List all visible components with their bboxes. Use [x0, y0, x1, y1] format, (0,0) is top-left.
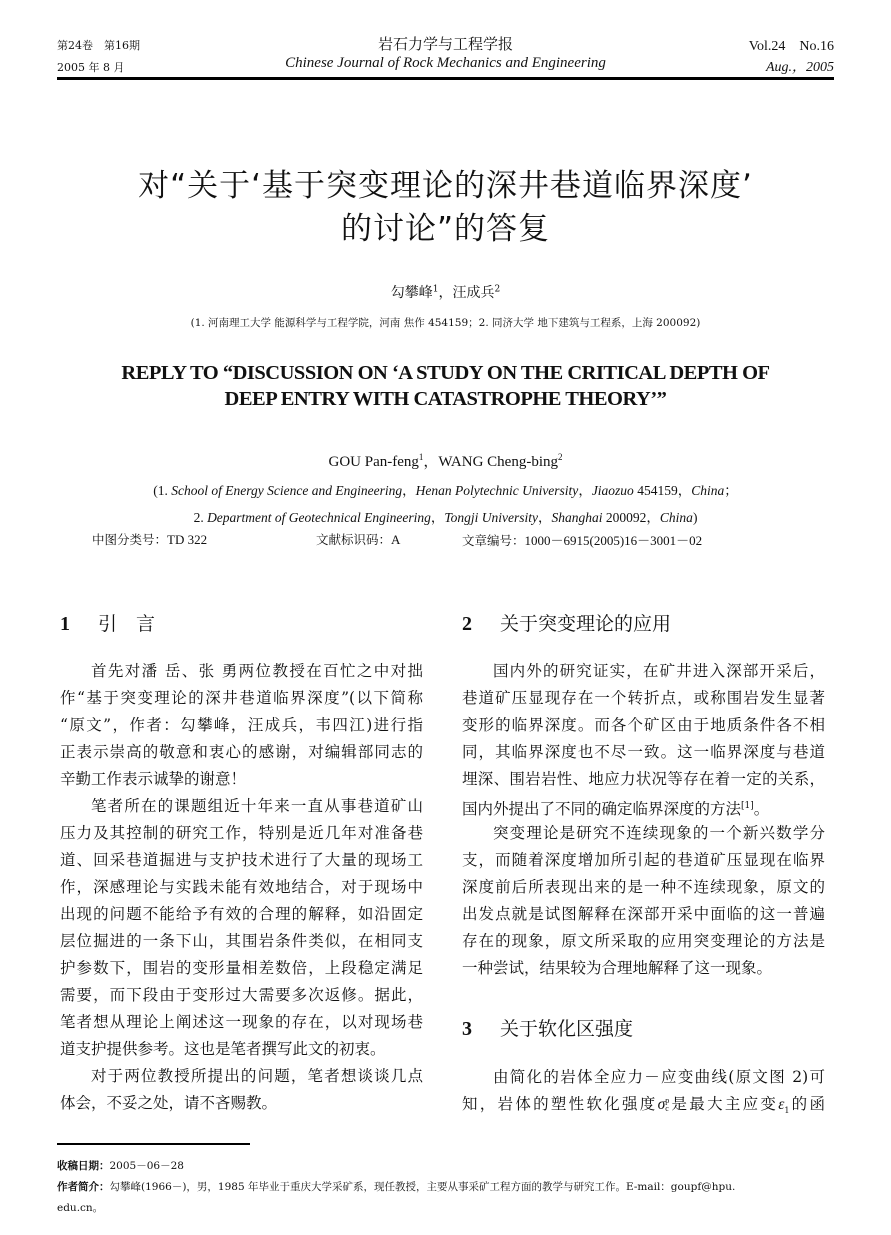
author-2-affil: 2: [494, 284, 501, 295]
header-rule: [57, 77, 834, 80]
author-sep: ，: [438, 285, 453, 301]
sigma-symbol: σ: [657, 1096, 666, 1113]
article-number: [462, 530, 702, 549]
paragraph-line: [60, 766, 423, 793]
paragraph-line: [60, 874, 423, 901]
affil-postcode: 454159: [637, 483, 678, 498]
text: 是最大主应变: [669, 1095, 779, 1113]
art-value: 1000－6915(2005)16－3001－02: [524, 533, 703, 548]
paragraph-line: 由简化的岩体全应力－应变曲线(原文图 2)可: [493, 1068, 825, 1086]
line-text: 同，其临界深度也不尽一致。这一临界深度与巷道: [462, 743, 825, 761]
author-2-en-affil: 2: [558, 452, 563, 462]
title-en-line-1: REPLY TO “DISCUSSION ON ‘A STUDY ON THE CRITICAL DEPTH OF: [121, 362, 770, 384]
paragraph-line: [60, 1063, 423, 1090]
doc-label: 文献标识码：: [316, 532, 392, 547]
section-1-heading: [60, 609, 155, 636]
line-text: 道、回采巷道掘进与支护技术进行了大量的现场工: [60, 851, 423, 869]
authors-cn: [0, 282, 891, 302]
volume-issue: 第24卷 第16期: [57, 39, 140, 52]
affil-school: School of Energy Science and Engineering: [171, 483, 403, 498]
left-column-body: [60, 658, 423, 1117]
author-1-affil: 1: [432, 284, 439, 295]
line-text: 笔者所在的课题组近十年来一直从事巷道矿山: [91, 797, 423, 815]
title-cn-line-1: 对“关于‘基于突变理论的深井巷道临界深度’: [138, 168, 753, 204]
paragraph-line: [60, 1009, 423, 1036]
line-text: 压力及其控制的研究工作，特别是近几年对准备巷: [60, 824, 423, 842]
line-text: 体会，不妥之处，请不吝赐教。: [60, 1094, 278, 1112]
affil-city: Shanghai: [551, 510, 603, 525]
line-text: 突变理论是研究不连续现象的一个新兴数学分: [493, 824, 825, 842]
line-text: 一种尝试，结果较为合理地解释了这一现象。: [462, 959, 773, 977]
author-1: 勾攀峰: [390, 285, 433, 301]
epsilon-sub: 1: [784, 1106, 790, 1116]
line-text: 出现的问题不能给予有效的合理的解释，如沿固定: [60, 905, 423, 923]
paragraph-line: [462, 685, 825, 712]
paragraph-line: [60, 658, 423, 685]
paragraph-line: [60, 712, 423, 739]
clc-value: TD 322: [167, 532, 208, 547]
paragraph-line: [462, 739, 825, 766]
section-3-heading: [462, 1014, 633, 1041]
title-en-line-2: DEEP ENTRY WITH CATASTROPHE THEORY’”: [224, 388, 667, 410]
doc-value: A: [391, 532, 401, 547]
line-text: 存在的现象，原文所采取的应用突变理论的方法是: [462, 932, 825, 950]
paragraph-line: [60, 1036, 423, 1063]
affil-university: Tongji University: [444, 510, 539, 525]
line-text: 埋深、围岩岩性、地应力状况等存在着一定的关系，: [462, 770, 825, 788]
paragraph-line: [462, 766, 825, 793]
author-2-en: WANG Cheng-bing: [438, 454, 558, 470]
paragraph-line: [60, 955, 423, 982]
paragraph-line: [462, 874, 825, 901]
issue-date-en: Aug.，2005: [765, 60, 834, 75]
affil-prefix: 2.: [193, 510, 208, 525]
line-text: 层位掘进的一条下山，其围岩条件类似，在相同支: [60, 932, 423, 950]
sigma-sup: p: [665, 1096, 670, 1105]
epsilon-symbol: ε: [778, 1096, 785, 1113]
line-text: 护参数下，围岩的变形量相差数倍，上段稳定满足: [60, 959, 423, 977]
section-number: 3: [462, 1018, 472, 1040]
authors-en: [0, 450, 891, 471]
sigma-sub: c: [665, 1104, 669, 1113]
affiliation-en-2: 2. Department of Geotechnical Engineering，Tongji University，Shanghai 200092，China): [193, 510, 698, 525]
clc-number: [92, 530, 207, 548]
paragraph-line: [462, 955, 825, 982]
paragraph-line-formula: [462, 1091, 825, 1118]
received-date: [57, 1158, 834, 1173]
affil-postcode: 200092: [605, 510, 647, 525]
author-1-en: GOU Pan-feng: [328, 454, 419, 470]
line-text: 辛勤工作表示诚挚的谢意！: [60, 770, 247, 788]
volume-issue-en: Vol.24 No.16: [748, 39, 834, 54]
journal-name-en: Chinese Journal of Rock Mechanics and Engineering: [285, 55, 606, 71]
line-text: 巷道矿压显现存在一个转折点，或称围岩发生显著: [462, 689, 825, 707]
line-text: “原文”，作者：勾攀峰，汪成兵，韦四江)进行指: [60, 716, 423, 734]
paragraph-line: [60, 820, 423, 847]
paragraph-line: [462, 847, 825, 874]
paragraph-line: [462, 820, 825, 847]
paragraph-line: [462, 793, 825, 820]
received-label: 收稿日期：: [57, 1160, 110, 1172]
section-number: 2: [462, 613, 472, 635]
paragraph-line: [60, 901, 423, 928]
paragraph-line: [462, 901, 825, 928]
line-text: 。: [753, 800, 770, 819]
line-text: 笔者想从理论上阐述这一现象的存在，以对现场巷: [60, 1013, 423, 1031]
right-column-body: [462, 658, 825, 982]
line-text: 国内外提出了不同的确定临界深度的方法: [462, 800, 742, 819]
line-text: 出发点就是试图解释在深部开采中面临的这一普遍: [462, 905, 825, 923]
line-text: 需要，而下段由于变形过大需要多次返修。据此，: [60, 986, 423, 1004]
paragraph-line: [60, 847, 423, 874]
paragraph-line: [60, 982, 423, 1009]
author-sep-en: ，: [423, 454, 439, 470]
line-text: 首先对潘 岳、张 勇两位教授在百忙之中对拙: [91, 662, 423, 680]
paragraph-line: [462, 928, 825, 955]
author-1-en-affil: 1: [418, 452, 424, 462]
clc-label: 中图分类号：: [92, 532, 168, 547]
author-bio-cont: edu.cn。: [57, 1202, 104, 1214]
affil-university: Henan Polytechnic University: [415, 483, 579, 498]
bio-text: 勾攀峰(1966－)，男，1985 年毕业于重庆大学采矿系，现任教授，主要从事采矿工程方面的教学与研究工作。E-mail：goupf@hpu.: [109, 1181, 736, 1193]
affil-dept: Department of Geotechnical Engineering: [207, 510, 431, 525]
section-title: 引 言: [98, 613, 156, 635]
line-text: 深度前后所表现出来的是一种不连续现象，原文的: [462, 878, 825, 896]
line-text: 对于两位教授所提出的问题，笔者想谈谈几点: [91, 1067, 423, 1085]
section-number: 1: [60, 613, 70, 635]
document-code: [316, 530, 400, 548]
line-text: 国内外的研究证实，在矿井进入深部开采后，: [493, 662, 825, 680]
paragraph-line: [60, 793, 423, 820]
affiliation-en-1: (1. School of Energy Science and Engineering，Henan Polytechnic University，Jiaozuo 454159，China；: [153, 483, 738, 498]
paragraph-line: [462, 712, 825, 739]
art-label: 文章编号：: [462, 533, 525, 548]
line-text: 支，而随着深度增加所引起的巷道矿压显现在临界: [462, 851, 825, 869]
affil-country: China: [691, 483, 725, 498]
text: 知，岩体的塑性软化强度: [462, 1095, 658, 1113]
line-text: 作“基于突变理论的深井巷道临界深度”(以下简称: [60, 689, 423, 707]
journal-name-cn: 岩石力学与工程学报: [377, 35, 513, 53]
text: 的函: [789, 1095, 825, 1113]
title-cn-line-2: 的讨论”的答复: [340, 211, 551, 247]
line-text: 作，深感理论与实践未能有效地结合，对于现场中: [60, 878, 423, 896]
footnote-rule: [57, 1143, 250, 1145]
line-text: 道支护提供参考。这也是笔者撰写此文的初衷。: [60, 1040, 386, 1058]
line-text: 变形的临界深度。而各个矿区由于地质条件各不相: [462, 716, 825, 734]
citation-ref[interactable]: [1]: [741, 801, 754, 811]
affil-country: China: [659, 510, 693, 525]
section-3-paragraph: [462, 1064, 825, 1118]
line-text: 正表示崇高的敬意和衷心的感谢，对编辑部同志的: [60, 743, 423, 761]
paragraph-line: [462, 658, 825, 685]
paragraph-line: [60, 1090, 423, 1117]
author-2: 汪成兵: [452, 285, 495, 301]
affil-prefix: (1.: [153, 483, 172, 498]
affiliations-cn: (1. 河南理工大学 能源科学与工程学院，河南 焦作 454159；2. 同济大学 地下建筑与工程系，上海 200092): [190, 317, 701, 329]
paragraph-line: [60, 928, 423, 955]
bio-label: 作者简介：: [57, 1181, 110, 1193]
section-title: 关于软化区强度: [500, 1018, 634, 1040]
issue-date-cn: 2005 年 8 月: [57, 61, 125, 74]
received-value: 2005－06－28: [109, 1160, 184, 1172]
section-2-heading: [462, 609, 671, 636]
section-title: 关于突变理论的应用: [500, 613, 672, 635]
author-bio: [57, 1179, 834, 1194]
paragraph-line: [60, 739, 423, 766]
paragraph-line: [60, 685, 423, 712]
affil-city: Jiaozuo: [591, 483, 634, 498]
